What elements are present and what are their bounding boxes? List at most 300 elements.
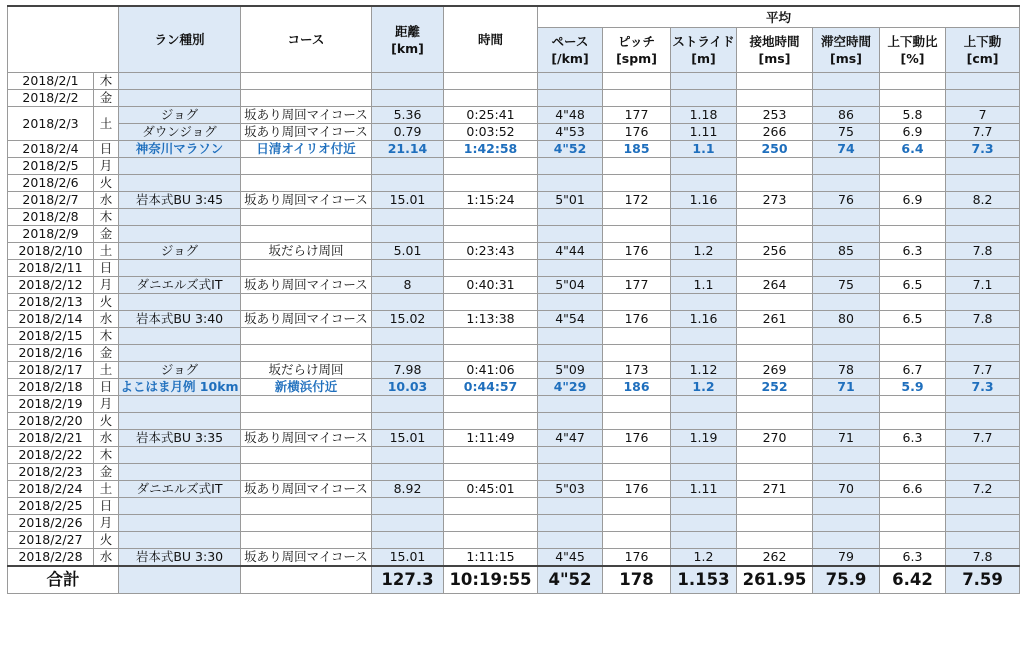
- run-type-cell[interactable]: ジョグ: [119, 362, 241, 379]
- pitch-cell[interactable]: 186: [603, 379, 671, 396]
- weekday-cell[interactable]: 土: [94, 107, 119, 141]
- weekday-cell[interactable]: 火: [94, 175, 119, 192]
- total-distance[interactable]: 127.3: [372, 566, 444, 594]
- vertical-oscillation-cell[interactable]: [946, 294, 1020, 311]
- vertical-oscillation-cell[interactable]: 8.2: [946, 192, 1020, 209]
- time-cell[interactable]: 1:11:15: [444, 549, 538, 567]
- run-type-cell[interactable]: [119, 532, 241, 549]
- course-cell[interactable]: [241, 532, 372, 549]
- vertical-oscillation-cell[interactable]: 7.8: [946, 311, 1020, 328]
- stride-cell[interactable]: [671, 328, 737, 345]
- flight-time-cell[interactable]: [813, 447, 880, 464]
- pitch-cell[interactable]: [603, 73, 671, 90]
- stride-cell[interactable]: [671, 175, 737, 192]
- course-cell[interactable]: 坂あり周回マイコース: [241, 124, 372, 141]
- pitch-cell[interactable]: [603, 447, 671, 464]
- distance-cell[interactable]: [372, 328, 444, 345]
- distance-cell[interactable]: 15.01: [372, 549, 444, 567]
- total-pace[interactable]: 4"52: [538, 566, 603, 594]
- time-cell[interactable]: [444, 447, 538, 464]
- stride-cell[interactable]: 1.11: [671, 124, 737, 141]
- total-flight-time[interactable]: 75.9: [813, 566, 880, 594]
- flight-time-cell[interactable]: [813, 464, 880, 481]
- course-cell[interactable]: [241, 498, 372, 515]
- time-cell[interactable]: [444, 498, 538, 515]
- time-cell[interactable]: [444, 158, 538, 175]
- contact-time-cell[interactable]: 273: [737, 192, 813, 209]
- contact-time-cell[interactable]: [737, 515, 813, 532]
- vertical-ratio-cell[interactable]: 5.8: [880, 107, 946, 124]
- date-cell[interactable]: 2018/2/3: [8, 107, 94, 141]
- run-type-cell[interactable]: 岩本式BU 3:30: [119, 549, 241, 567]
- course-cell[interactable]: [241, 158, 372, 175]
- pace-cell[interactable]: 5"04: [538, 277, 603, 294]
- pace-cell[interactable]: [538, 515, 603, 532]
- distance-cell[interactable]: 21.14: [372, 141, 444, 158]
- pitch-cell[interactable]: [603, 396, 671, 413]
- course-cell[interactable]: [241, 260, 372, 277]
- weekday-cell[interactable]: 土: [94, 481, 119, 498]
- stride-cell[interactable]: [671, 396, 737, 413]
- vertical-oscillation-cell[interactable]: 7.7: [946, 430, 1020, 447]
- run-type-cell[interactable]: [119, 498, 241, 515]
- run-type-cell[interactable]: 神奈川マラソン: [119, 141, 241, 158]
- flight-time-cell[interactable]: 74: [813, 141, 880, 158]
- date-cell[interactable]: 2018/2/4: [8, 141, 94, 158]
- contact-time-cell[interactable]: [737, 447, 813, 464]
- flight-time-cell[interactable]: [813, 396, 880, 413]
- weekday-cell[interactable]: 月: [94, 158, 119, 175]
- vertical-ratio-cell[interactable]: [880, 345, 946, 362]
- pace-cell[interactable]: 4"44: [538, 243, 603, 260]
- weekday-cell[interactable]: 水: [94, 311, 119, 328]
- pace-cell[interactable]: [538, 532, 603, 549]
- course-cell[interactable]: [241, 345, 372, 362]
- pace-cell[interactable]: 4"48: [538, 107, 603, 124]
- date-cell[interactable]: 2018/2/6: [8, 175, 94, 192]
- weekday-cell[interactable]: 日: [94, 498, 119, 515]
- date-cell[interactable]: 2018/2/7: [8, 192, 94, 209]
- pitch-cell[interactable]: [603, 90, 671, 107]
- distance-cell[interactable]: [372, 90, 444, 107]
- pace-cell[interactable]: [538, 90, 603, 107]
- pace-cell[interactable]: [538, 413, 603, 430]
- contact-time-cell[interactable]: [737, 396, 813, 413]
- time-cell[interactable]: 0:23:43: [444, 243, 538, 260]
- date-cell[interactable]: 2018/2/15: [8, 328, 94, 345]
- vertical-oscillation-cell[interactable]: 7: [946, 107, 1020, 124]
- pace-cell[interactable]: 4"53: [538, 124, 603, 141]
- vertical-ratio-cell[interactable]: [880, 515, 946, 532]
- pace-cell[interactable]: [538, 260, 603, 277]
- pace-cell[interactable]: [538, 464, 603, 481]
- vertical-ratio-cell[interactable]: [880, 464, 946, 481]
- stride-cell[interactable]: [671, 294, 737, 311]
- course-cell[interactable]: [241, 328, 372, 345]
- pitch-cell[interactable]: [603, 328, 671, 345]
- vertical-ratio-cell[interactable]: 6.6: [880, 481, 946, 498]
- time-cell[interactable]: 1:11:49: [444, 430, 538, 447]
- date-cell[interactable]: 2018/2/14: [8, 311, 94, 328]
- weekday-cell[interactable]: 日: [94, 379, 119, 396]
- run-type-cell[interactable]: [119, 158, 241, 175]
- time-cell[interactable]: [444, 396, 538, 413]
- course-cell[interactable]: 坂だらけ周回: [241, 243, 372, 260]
- vertical-ratio-cell[interactable]: [880, 532, 946, 549]
- vertical-oscillation-cell[interactable]: 7.2: [946, 481, 1020, 498]
- flight-time-cell[interactable]: [813, 345, 880, 362]
- date-cell[interactable]: 2018/2/23: [8, 464, 94, 481]
- flight-time-cell[interactable]: 71: [813, 430, 880, 447]
- run-type-cell[interactable]: [119, 90, 241, 107]
- run-type-cell[interactable]: [119, 294, 241, 311]
- pace-cell[interactable]: [538, 209, 603, 226]
- distance-cell[interactable]: 10.03: [372, 379, 444, 396]
- date-cell[interactable]: 2018/2/18: [8, 379, 94, 396]
- vertical-oscillation-cell[interactable]: [946, 413, 1020, 430]
- pace-cell[interactable]: 4"47: [538, 430, 603, 447]
- pace-cell[interactable]: 4"54: [538, 311, 603, 328]
- date-cell[interactable]: 2018/2/5: [8, 158, 94, 175]
- run-type-cell[interactable]: 岩本式BU 3:35: [119, 430, 241, 447]
- course-cell[interactable]: 坂だらけ周回: [241, 362, 372, 379]
- pace-cell[interactable]: [538, 396, 603, 413]
- run-type-cell[interactable]: [119, 413, 241, 430]
- pace-cell[interactable]: [538, 73, 603, 90]
- weekday-cell[interactable]: 火: [94, 532, 119, 549]
- contact-time-cell[interactable]: [737, 464, 813, 481]
- course-cell[interactable]: [241, 447, 372, 464]
- pace-cell[interactable]: [538, 158, 603, 175]
- time-cell[interactable]: 0:44:57: [444, 379, 538, 396]
- distance-cell[interactable]: [372, 532, 444, 549]
- stride-cell[interactable]: [671, 345, 737, 362]
- vertical-oscillation-cell[interactable]: [946, 345, 1020, 362]
- stride-cell[interactable]: [671, 226, 737, 243]
- date-cell[interactable]: 2018/2/1: [8, 73, 94, 90]
- distance-cell[interactable]: 8.92: [372, 481, 444, 498]
- course-cell[interactable]: 坂あり周回マイコース: [241, 277, 372, 294]
- pace-cell[interactable]: 5"01: [538, 192, 603, 209]
- weekday-cell[interactable]: 木: [94, 328, 119, 345]
- run-type-cell[interactable]: [119, 226, 241, 243]
- vertical-oscillation-cell[interactable]: 7.3: [946, 379, 1020, 396]
- weekday-cell[interactable]: 金: [94, 90, 119, 107]
- run-type-cell[interactable]: [119, 515, 241, 532]
- weekday-cell[interactable]: 土: [94, 243, 119, 260]
- time-cell[interactable]: 0:25:41: [444, 107, 538, 124]
- date-cell[interactable]: 2018/2/27: [8, 532, 94, 549]
- time-cell[interactable]: [444, 90, 538, 107]
- vertical-ratio-cell[interactable]: 6.3: [880, 430, 946, 447]
- contact-time-cell[interactable]: 256: [737, 243, 813, 260]
- run-type-cell[interactable]: [119, 396, 241, 413]
- vertical-oscillation-cell[interactable]: [946, 209, 1020, 226]
- contact-time-cell[interactable]: 262: [737, 549, 813, 567]
- flight-time-cell[interactable]: 71: [813, 379, 880, 396]
- stride-cell[interactable]: [671, 532, 737, 549]
- weekday-cell[interactable]: 月: [94, 515, 119, 532]
- vertical-ratio-cell[interactable]: 6.9: [880, 192, 946, 209]
- weekday-cell[interactable]: 火: [94, 413, 119, 430]
- date-cell[interactable]: 2018/2/8: [8, 209, 94, 226]
- total-time[interactable]: 10:19:55: [444, 566, 538, 594]
- vertical-ratio-cell[interactable]: 6.9: [880, 124, 946, 141]
- course-cell[interactable]: 坂あり周回マイコース: [241, 311, 372, 328]
- course-cell[interactable]: [241, 175, 372, 192]
- time-cell[interactable]: 0:45:01: [444, 481, 538, 498]
- distance-cell[interactable]: [372, 413, 444, 430]
- course-cell[interactable]: 坂あり周回マイコース: [241, 549, 372, 567]
- vertical-ratio-cell[interactable]: [880, 158, 946, 175]
- flight-time-cell[interactable]: [813, 328, 880, 345]
- weekday-cell[interactable]: 火: [94, 294, 119, 311]
- pitch-cell[interactable]: [603, 515, 671, 532]
- time-cell[interactable]: 0:41:06: [444, 362, 538, 379]
- course-cell[interactable]: 坂あり周回マイコース: [241, 430, 372, 447]
- course-cell[interactable]: [241, 294, 372, 311]
- vertical-ratio-cell[interactable]: [880, 396, 946, 413]
- pace-cell[interactable]: [538, 175, 603, 192]
- run-type-cell[interactable]: 岩本式BU 3:45: [119, 192, 241, 209]
- stride-cell[interactable]: [671, 73, 737, 90]
- weekday-cell[interactable]: 金: [94, 464, 119, 481]
- run-type-cell[interactable]: ジョグ: [119, 107, 241, 124]
- vertical-ratio-cell[interactable]: 6.7: [880, 362, 946, 379]
- stride-cell[interactable]: 1.2: [671, 549, 737, 567]
- course-cell[interactable]: [241, 515, 372, 532]
- time-cell[interactable]: [444, 294, 538, 311]
- flight-time-cell[interactable]: 75: [813, 124, 880, 141]
- course-cell[interactable]: 坂あり周回マイコース: [241, 107, 372, 124]
- time-cell[interactable]: [444, 515, 538, 532]
- run-type-cell[interactable]: ジョグ: [119, 243, 241, 260]
- course-cell[interactable]: 坂あり周回マイコース: [241, 192, 372, 209]
- distance-cell[interactable]: 0.79: [372, 124, 444, 141]
- pitch-cell[interactable]: [603, 226, 671, 243]
- date-cell[interactable]: 2018/2/19: [8, 396, 94, 413]
- course-cell[interactable]: 坂あり周回マイコース: [241, 481, 372, 498]
- vertical-oscillation-cell[interactable]: [946, 464, 1020, 481]
- pace-cell[interactable]: [538, 226, 603, 243]
- pitch-cell[interactable]: 176: [603, 430, 671, 447]
- vertical-oscillation-cell[interactable]: [946, 447, 1020, 464]
- contact-time-cell[interactable]: [737, 226, 813, 243]
- vertical-ratio-cell[interactable]: [880, 413, 946, 430]
- date-cell[interactable]: 2018/2/13: [8, 294, 94, 311]
- weekday-cell[interactable]: 金: [94, 226, 119, 243]
- vertical-ratio-cell[interactable]: [880, 175, 946, 192]
- contact-time-cell[interactable]: [737, 209, 813, 226]
- distance-cell[interactable]: [372, 209, 444, 226]
- course-cell[interactable]: 日清オイリオ付近: [241, 141, 372, 158]
- run-type-cell[interactable]: ダニエルズ式IT: [119, 481, 241, 498]
- contact-time-cell[interactable]: [737, 73, 813, 90]
- distance-cell[interactable]: [372, 73, 444, 90]
- vertical-oscillation-cell[interactable]: [946, 226, 1020, 243]
- distance-cell[interactable]: [372, 158, 444, 175]
- stride-cell[interactable]: [671, 515, 737, 532]
- weekday-cell[interactable]: 木: [94, 447, 119, 464]
- contact-time-cell[interactable]: 264: [737, 277, 813, 294]
- time-cell[interactable]: [444, 226, 538, 243]
- course-cell[interactable]: [241, 396, 372, 413]
- flight-time-cell[interactable]: [813, 73, 880, 90]
- time-cell[interactable]: [444, 73, 538, 90]
- pace-cell[interactable]: [538, 294, 603, 311]
- total-pitch[interactable]: 178: [603, 566, 671, 594]
- run-type-cell[interactable]: 岩本式BU 3:40: [119, 311, 241, 328]
- vertical-ratio-cell[interactable]: [880, 90, 946, 107]
- stride-cell[interactable]: 1.16: [671, 192, 737, 209]
- vertical-oscillation-cell[interactable]: 7.3: [946, 141, 1020, 158]
- contact-time-cell[interactable]: 270: [737, 430, 813, 447]
- course-cell[interactable]: 新横浜付近: [241, 379, 372, 396]
- contact-time-cell[interactable]: 271: [737, 481, 813, 498]
- run-type-cell[interactable]: [119, 345, 241, 362]
- total-course-cell[interactable]: [241, 566, 372, 594]
- stride-cell[interactable]: [671, 464, 737, 481]
- vertical-ratio-cell[interactable]: 6.5: [880, 311, 946, 328]
- distance-cell[interactable]: [372, 464, 444, 481]
- distance-cell[interactable]: [372, 345, 444, 362]
- distance-cell[interactable]: 15.02: [372, 311, 444, 328]
- time-cell[interactable]: [444, 209, 538, 226]
- date-cell[interactable]: 2018/2/21: [8, 430, 94, 447]
- distance-cell[interactable]: [372, 175, 444, 192]
- contact-time-cell[interactable]: [737, 90, 813, 107]
- vertical-ratio-cell[interactable]: [880, 73, 946, 90]
- distance-cell[interactable]: 15.01: [372, 430, 444, 447]
- date-cell[interactable]: 2018/2/2: [8, 90, 94, 107]
- stride-cell[interactable]: 1.18: [671, 107, 737, 124]
- run-type-cell[interactable]: [119, 73, 241, 90]
- stride-cell[interactable]: [671, 498, 737, 515]
- stride-cell[interactable]: 1.16: [671, 311, 737, 328]
- distance-cell[interactable]: [372, 498, 444, 515]
- date-cell[interactable]: 2018/2/17: [8, 362, 94, 379]
- vertical-ratio-cell[interactable]: [880, 328, 946, 345]
- contact-time-cell[interactable]: 250: [737, 141, 813, 158]
- contact-time-cell[interactable]: 253: [737, 107, 813, 124]
- pitch-cell[interactable]: 173: [603, 362, 671, 379]
- run-type-cell[interactable]: ダニエルズ式IT: [119, 277, 241, 294]
- weekday-cell[interactable]: 金: [94, 345, 119, 362]
- vertical-oscillation-cell[interactable]: [946, 260, 1020, 277]
- contact-time-cell[interactable]: [737, 498, 813, 515]
- pace-cell[interactable]: [538, 345, 603, 362]
- flight-time-cell[interactable]: [813, 260, 880, 277]
- vertical-oscillation-cell[interactable]: [946, 396, 1020, 413]
- distance-cell[interactable]: 5.01: [372, 243, 444, 260]
- vertical-oscillation-cell[interactable]: [946, 158, 1020, 175]
- total-contact-time[interactable]: 261.95: [737, 566, 813, 594]
- flight-time-cell[interactable]: [813, 175, 880, 192]
- course-cell[interactable]: [241, 226, 372, 243]
- pitch-cell[interactable]: 185: [603, 141, 671, 158]
- pitch-cell[interactable]: [603, 294, 671, 311]
- date-cell[interactable]: 2018/2/12: [8, 277, 94, 294]
- distance-cell[interactable]: [372, 294, 444, 311]
- date-cell[interactable]: 2018/2/11: [8, 260, 94, 277]
- distance-cell[interactable]: 15.01: [372, 192, 444, 209]
- stride-cell[interactable]: 1.2: [671, 379, 737, 396]
- vertical-ratio-cell[interactable]: [880, 260, 946, 277]
- weekday-cell[interactable]: 木: [94, 73, 119, 90]
- time-cell[interactable]: 0:40:31: [444, 277, 538, 294]
- flight-time-cell[interactable]: 85: [813, 243, 880, 260]
- weekday-cell[interactable]: 日: [94, 141, 119, 158]
- stride-cell[interactable]: 1.11: [671, 481, 737, 498]
- pitch-cell[interactable]: 177: [603, 277, 671, 294]
- flight-time-cell[interactable]: [813, 90, 880, 107]
- time-cell[interactable]: 1:13:38: [444, 311, 538, 328]
- pace-cell[interactable]: 4"29: [538, 379, 603, 396]
- distance-cell[interactable]: [372, 447, 444, 464]
- stride-cell[interactable]: [671, 413, 737, 430]
- vertical-oscillation-cell[interactable]: [946, 175, 1020, 192]
- date-cell[interactable]: 2018/2/24: [8, 481, 94, 498]
- pitch-cell[interactable]: [603, 260, 671, 277]
- pace-cell[interactable]: 5"09: [538, 362, 603, 379]
- flight-time-cell[interactable]: 70: [813, 481, 880, 498]
- weekday-cell[interactable]: 月: [94, 396, 119, 413]
- time-cell[interactable]: 0:03:52: [444, 124, 538, 141]
- pitch-cell[interactable]: [603, 413, 671, 430]
- contact-time-cell[interactable]: [737, 345, 813, 362]
- weekday-cell[interactable]: 水: [94, 549, 119, 567]
- date-cell[interactable]: 2018/2/25: [8, 498, 94, 515]
- stride-cell[interactable]: [671, 260, 737, 277]
- flight-time-cell[interactable]: [813, 158, 880, 175]
- date-cell[interactable]: 2018/2/10: [8, 243, 94, 260]
- vertical-oscillation-cell[interactable]: [946, 532, 1020, 549]
- distance-cell[interactable]: 7.98: [372, 362, 444, 379]
- pitch-cell[interactable]: 176: [603, 549, 671, 567]
- date-cell[interactable]: 2018/2/9: [8, 226, 94, 243]
- pitch-cell[interactable]: [603, 498, 671, 515]
- vertical-oscillation-cell[interactable]: 7.7: [946, 124, 1020, 141]
- flight-time-cell[interactable]: 75: [813, 277, 880, 294]
- distance-cell[interactable]: 8: [372, 277, 444, 294]
- distance-cell[interactable]: [372, 260, 444, 277]
- pitch-cell[interactable]: 176: [603, 243, 671, 260]
- date-cell[interactable]: 2018/2/26: [8, 515, 94, 532]
- run-type-cell[interactable]: [119, 464, 241, 481]
- vertical-ratio-cell[interactable]: [880, 294, 946, 311]
- pitch-cell[interactable]: [603, 158, 671, 175]
- pitch-cell[interactable]: 176: [603, 124, 671, 141]
- course-cell[interactable]: [241, 90, 372, 107]
- vertical-ratio-cell[interactable]: [880, 447, 946, 464]
- run-type-cell[interactable]: [119, 328, 241, 345]
- vertical-oscillation-cell[interactable]: [946, 328, 1020, 345]
- stride-cell[interactable]: 1.12: [671, 362, 737, 379]
- vertical-ratio-cell[interactable]: [880, 498, 946, 515]
- stride-cell[interactable]: [671, 158, 737, 175]
- time-cell[interactable]: [444, 260, 538, 277]
- distance-cell[interactable]: [372, 226, 444, 243]
- pace-cell[interactable]: [538, 328, 603, 345]
- pitch-cell[interactable]: [603, 175, 671, 192]
- contact-time-cell[interactable]: [737, 294, 813, 311]
- contact-time-cell[interactable]: [737, 532, 813, 549]
- run-type-cell[interactable]: [119, 209, 241, 226]
- weekday-cell[interactable]: 木: [94, 209, 119, 226]
- contact-time-cell[interactable]: [737, 175, 813, 192]
- date-cell[interactable]: 2018/2/28: [8, 549, 94, 567]
- vertical-oscillation-cell[interactable]: [946, 73, 1020, 90]
